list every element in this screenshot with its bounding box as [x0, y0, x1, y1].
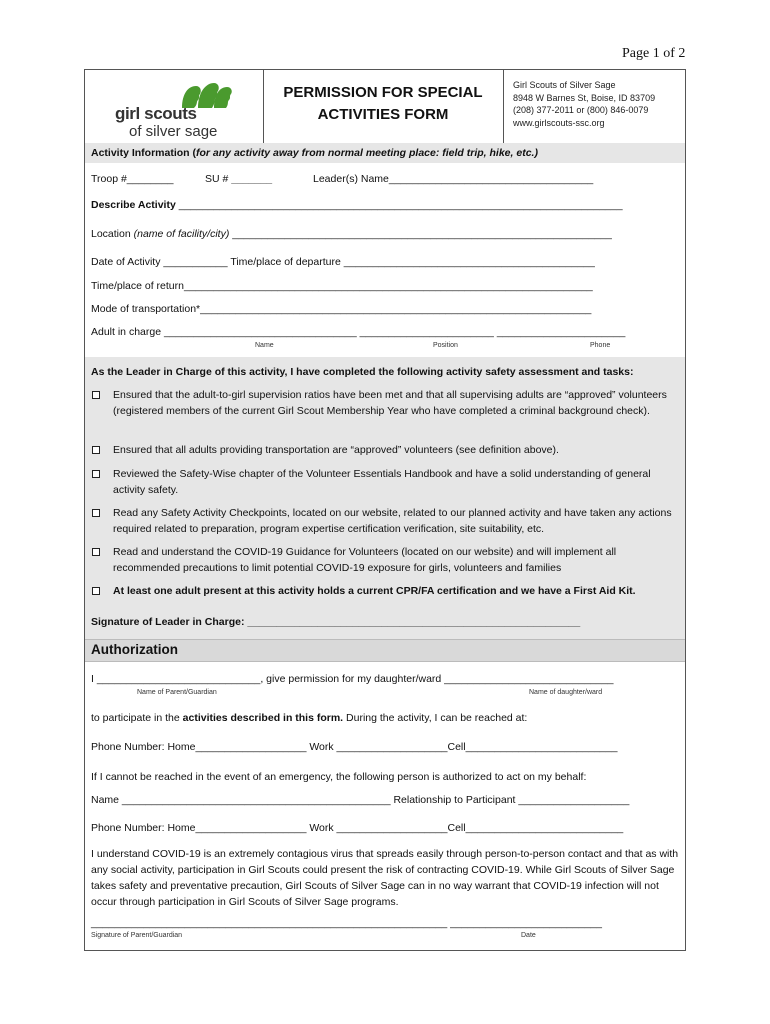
activity-heading	[91, 147, 538, 159]
caption-position: Position	[433, 342, 458, 349]
emergency-statement: If I cannot be reached in the event of an emergency, the following person is authorized to act on my behalf:	[91, 771, 587, 783]
checklist-item: Read any Safety Activity Checkpoints, located on our website, related to our planned activity and have taken any actions required related to preparation, program expertise certification verification, site suitability, etc.	[113, 507, 672, 535]
su-blank: _______	[231, 173, 273, 185]
checklist-item: Ensured that all adults providing transportation are “approved” volunteers (see definition above).	[113, 444, 559, 456]
form-header	[85, 70, 685, 144]
activity-heading-bold: Activity Information (	[91, 147, 197, 159]
emergency-contact-name-field[interactable]: Name ______________________________________________ Relationship to Participant ___________________	[91, 794, 630, 806]
date-departure-field[interactable]: Date of Activity ___________ Time/place of departure ___________________________________________	[91, 256, 595, 268]
transportation-field[interactable]: Mode of transportation*___________________________________________________________________	[91, 303, 592, 315]
address-line: 8948 W Barnes St, Boise, ID 83709	[513, 92, 656, 103]
form-title-line1: PERMISSION FOR SPECIAL	[283, 84, 483, 101]
su-field[interactable]	[205, 173, 272, 185]
adult-in-charge-field[interactable]: Adult in charge _________________________________ _______________________ ______________________	[91, 326, 626, 338]
caption-phone: Phone	[590, 342, 611, 349]
permission-field[interactable]: I ____________________________, give permission for my daughter/ward _____________________________	[91, 673, 614, 685]
checklist-item: Ensured that the adult-to-girl supervision ratios have been met and that all supervising adults are “approved” volunteers (registered members of the current Girl Scout Membership Year who have completed a criminal background check).	[113, 389, 667, 417]
checkbox-supervision-ratios[interactable]	[92, 391, 100, 399]
header-divider	[503, 70, 504, 143]
location-field[interactable]	[91, 228, 612, 240]
checkbox-safety-checkpoints[interactable]	[92, 509, 100, 517]
header-divider	[263, 70, 264, 143]
address-line: (208) 377-2011 or (800) 846-0079	[513, 105, 649, 115]
address-line: Girl Scouts of Silver Sage	[513, 80, 616, 90]
checkbox-safety-wise[interactable]	[92, 470, 100, 478]
page-number: Page 1 of 2	[622, 46, 686, 61]
authorization-heading: Authorization	[91, 642, 178, 657]
location-label: Location	[91, 228, 134, 240]
reach-prefix: to participate in the	[91, 712, 183, 724]
describe-activity-blank: ____________________________________________________________________________	[175, 199, 623, 211]
reach-bold: activities described in this form.	[182, 712, 344, 724]
logo-text-girl-scouts: girl scouts	[115, 104, 197, 123]
form-title	[275, 82, 491, 126]
parent-signature-field[interactable]: _____________________________________________________________ __________________________	[91, 917, 602, 929]
location-blank: _________________________________________________________________	[229, 228, 612, 240]
leader-checklist-heading: As the Leader in Charge of this activity, I have completed the following activity safety assessment and tasks:	[91, 366, 634, 378]
checkbox-covid-guidance[interactable]	[92, 548, 100, 556]
su-label: SU #	[205, 173, 232, 185]
council-address	[513, 79, 655, 129]
covid-waiver-paragraph: I understand COVID-19 is an extremely contagious virus that spreads easily through person-to-person contact and that as with any social activity, participation in Girl Scouts could present the risk of contracting COVID-19. While Girl Scouts of Silver Sage takes safety and preventative precaution, Girl Scouts of Silver Sage can in no way warrant that COVID-19 infection will not occur through participation in Girl Scouts of Silver Sage programs.	[91, 848, 679, 908]
reach-suffix: During the activity, I can be reached at:	[343, 712, 528, 724]
form-title-line2: ACTIVITIES FORM	[317, 106, 449, 123]
parent-phone-field[interactable]: Phone Number: Home___________________ Work ___________________Cell__________________________	[91, 741, 618, 753]
permission-form	[84, 69, 686, 951]
authorization-heading-bar	[85, 639, 685, 662]
return-field[interactable]: Time/place of return______________________________________________________________________	[91, 280, 593, 292]
troop-field[interactable]: Troop #________	[91, 173, 174, 185]
girl-scouts-logo	[115, 82, 245, 138]
checklist-item: Read and understand the COVID-19 Guidance for Volunteers (located on our website) and will implement all recommended precautions to limit potential COVID-19 exposure for girls, volunteers and families	[113, 546, 617, 574]
describe-activity-label: Describe Activity	[91, 199, 176, 211]
checklist-item: At least one adult present at this activity holds a current CPR/FA certification and we have a First Aid Kit.	[113, 585, 636, 597]
leader-signature-field[interactable]: Signature of Leader in Charge: _________________________________________________________	[91, 616, 581, 628]
activity-heading-bar	[85, 143, 685, 163]
location-hint: (name of facility/city)	[133, 228, 230, 240]
activity-heading-italic: for any activity away from normal meeting place: field trip, hike, etc.)	[196, 147, 538, 159]
caption-name: Name	[255, 342, 274, 349]
describe-activity-field[interactable]	[91, 199, 623, 211]
address-line: www.girlscouts-ssc.org	[513, 117, 605, 128]
checkbox-transportation[interactable]	[92, 446, 100, 454]
caption-date: Date	[521, 932, 536, 939]
checklist-item: Reviewed the Safety-Wise chapter of the Volunteer Essentials Handbook and have a solid understanding of general activity safety.	[113, 468, 651, 496]
logo-text-silver-sage: of silver sage	[129, 123, 218, 140]
caption-parent-name: Name of Parent/Guardian	[137, 689, 217, 696]
checkbox-cpr-first-aid[interactable]	[92, 587, 100, 595]
caption-signature: Signature of Parent/Guardian	[91, 932, 183, 939]
caption-daughter-name: Name of daughter/ward	[529, 689, 603, 696]
emergency-phone-field[interactable]: Phone Number: Home___________________ Work ___________________Cell___________________________	[91, 822, 624, 834]
leader-checklist-section	[85, 357, 685, 639]
reach-statement	[91, 712, 527, 724]
leader-name-field[interactable]: Leader(s) Name___________________________________	[313, 173, 594, 185]
